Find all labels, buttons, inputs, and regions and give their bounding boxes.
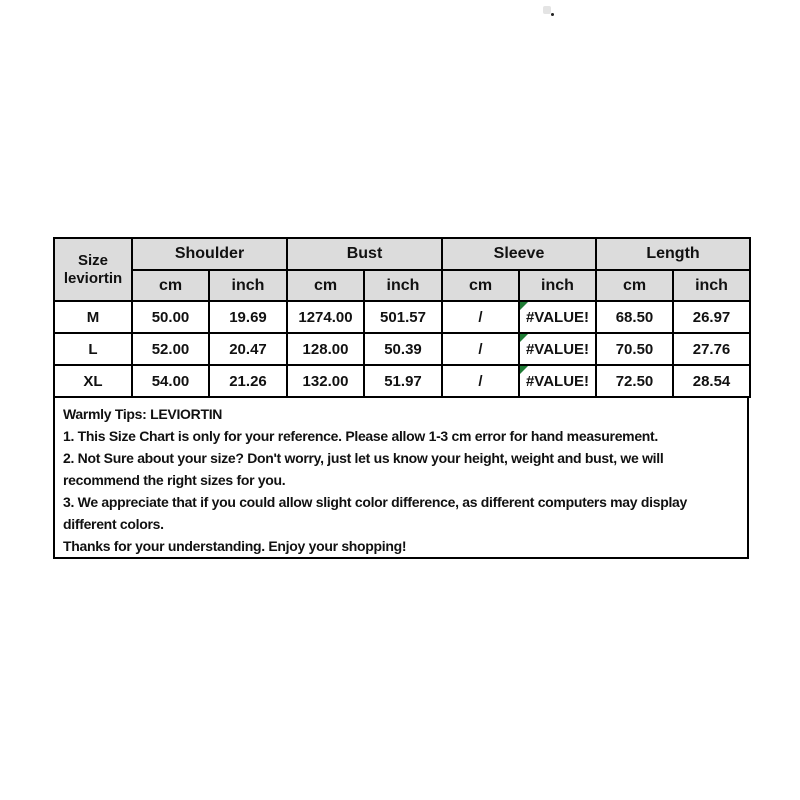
size-chart <box>53 237 749 559</box>
shoulder-inch-value: 19.69 <box>209 301 287 333</box>
length-inch-value: 26.97 <box>673 301 750 333</box>
length-inch-value: 28.54 <box>673 365 750 397</box>
unit-header-bust-inch: inch <box>364 270 442 301</box>
bust-inch-value: 501.57 <box>364 301 442 333</box>
excel-error-triangle-icon <box>520 334 528 342</box>
group-header-length: Length <box>596 238 750 270</box>
corner-header-line1: Size <box>77 251 108 269</box>
tips-title-line: Warmly Tips: LEVIORTIN <box>63 406 223 422</box>
excel-error-triangle-icon <box>520 302 528 310</box>
unit-header-shoulder-cm: cm <box>132 270 209 301</box>
corner-header-cell <box>54 238 132 301</box>
sleeve-cm-value: / <box>442 301 519 333</box>
sleeve-cm-value: / <box>442 365 519 397</box>
dust-dot-mark <box>551 13 554 16</box>
corner-header-line2: leviortin <box>63 269 123 287</box>
bust-cm-value: 1274.00 <box>287 301 364 333</box>
tips-line-4: 3. We appreciate that if you could allow slight color difference, as different computers may display <box>63 494 688 510</box>
table-row-l <box>54 333 750 365</box>
error-value-text: #VALUE! <box>525 340 590 358</box>
unit-header-length-inch: inch <box>673 270 750 301</box>
tips-panel <box>53 396 749 559</box>
dust-speck-mark <box>543 6 551 14</box>
table-row-xl <box>54 365 750 397</box>
length-cm-value: 68.50 <box>596 301 673 333</box>
unit-header-shoulder-inch: inch <box>209 270 287 301</box>
length-cm-value: 70.50 <box>596 333 673 365</box>
unit-header-length-cm: cm <box>596 270 673 301</box>
unit-header-bust-cm: cm <box>287 270 364 301</box>
tips-line-1: 1. This Size Chart is only for your reference. Please allow 1-3 cm error for hand measurement. <box>63 428 659 444</box>
bust-inch-value: 50.39 <box>364 333 442 365</box>
bust-inch-value: 51.97 <box>364 365 442 397</box>
excel-error-triangle-icon <box>520 366 528 374</box>
tips-line-5: different colors. <box>63 516 164 532</box>
sleeve-inch-error-cell <box>519 365 596 397</box>
group-header-sleeve: Sleeve <box>442 238 596 270</box>
group-header-shoulder: Shoulder <box>132 238 287 270</box>
shoulder-cm-value: 52.00 <box>132 333 209 365</box>
error-value-text: #VALUE! <box>525 372 590 390</box>
size-table <box>53 237 751 398</box>
shoulder-inch-value: 20.47 <box>209 333 287 365</box>
sleeve-inch-error-cell <box>519 333 596 365</box>
length-inch-value: 27.76 <box>673 333 750 365</box>
table-row-m <box>54 301 750 333</box>
sleeve-inch-error-cell <box>519 301 596 333</box>
error-value-text: #VALUE! <box>525 308 590 326</box>
length-cm-value: 72.50 <box>596 365 673 397</box>
size-label: L <box>54 333 132 365</box>
shoulder-inch-value: 21.26 <box>209 365 287 397</box>
group-header-bust: Bust <box>287 238 442 270</box>
size-label: XL <box>54 365 132 397</box>
unit-header-sleeve-cm: cm <box>442 270 519 301</box>
shoulder-cm-value: 54.00 <box>132 365 209 397</box>
sleeve-cm-value: / <box>442 333 519 365</box>
unit-header-sleeve-inch: inch <box>519 270 596 301</box>
shoulder-cm-value: 50.00 <box>132 301 209 333</box>
tips-line-2: 2. Not Sure about your size? Don't worry, just let us know your height, weight and bust, we will <box>63 450 664 466</box>
tips-line-6: Thanks for your understanding. Enjoy your shopping! <box>63 538 407 554</box>
tips-line-3: recommend the right sizes for you. <box>63 472 286 488</box>
size-label: M <box>54 301 132 333</box>
bust-cm-value: 132.00 <box>287 365 364 397</box>
bust-cm-value: 128.00 <box>287 333 364 365</box>
